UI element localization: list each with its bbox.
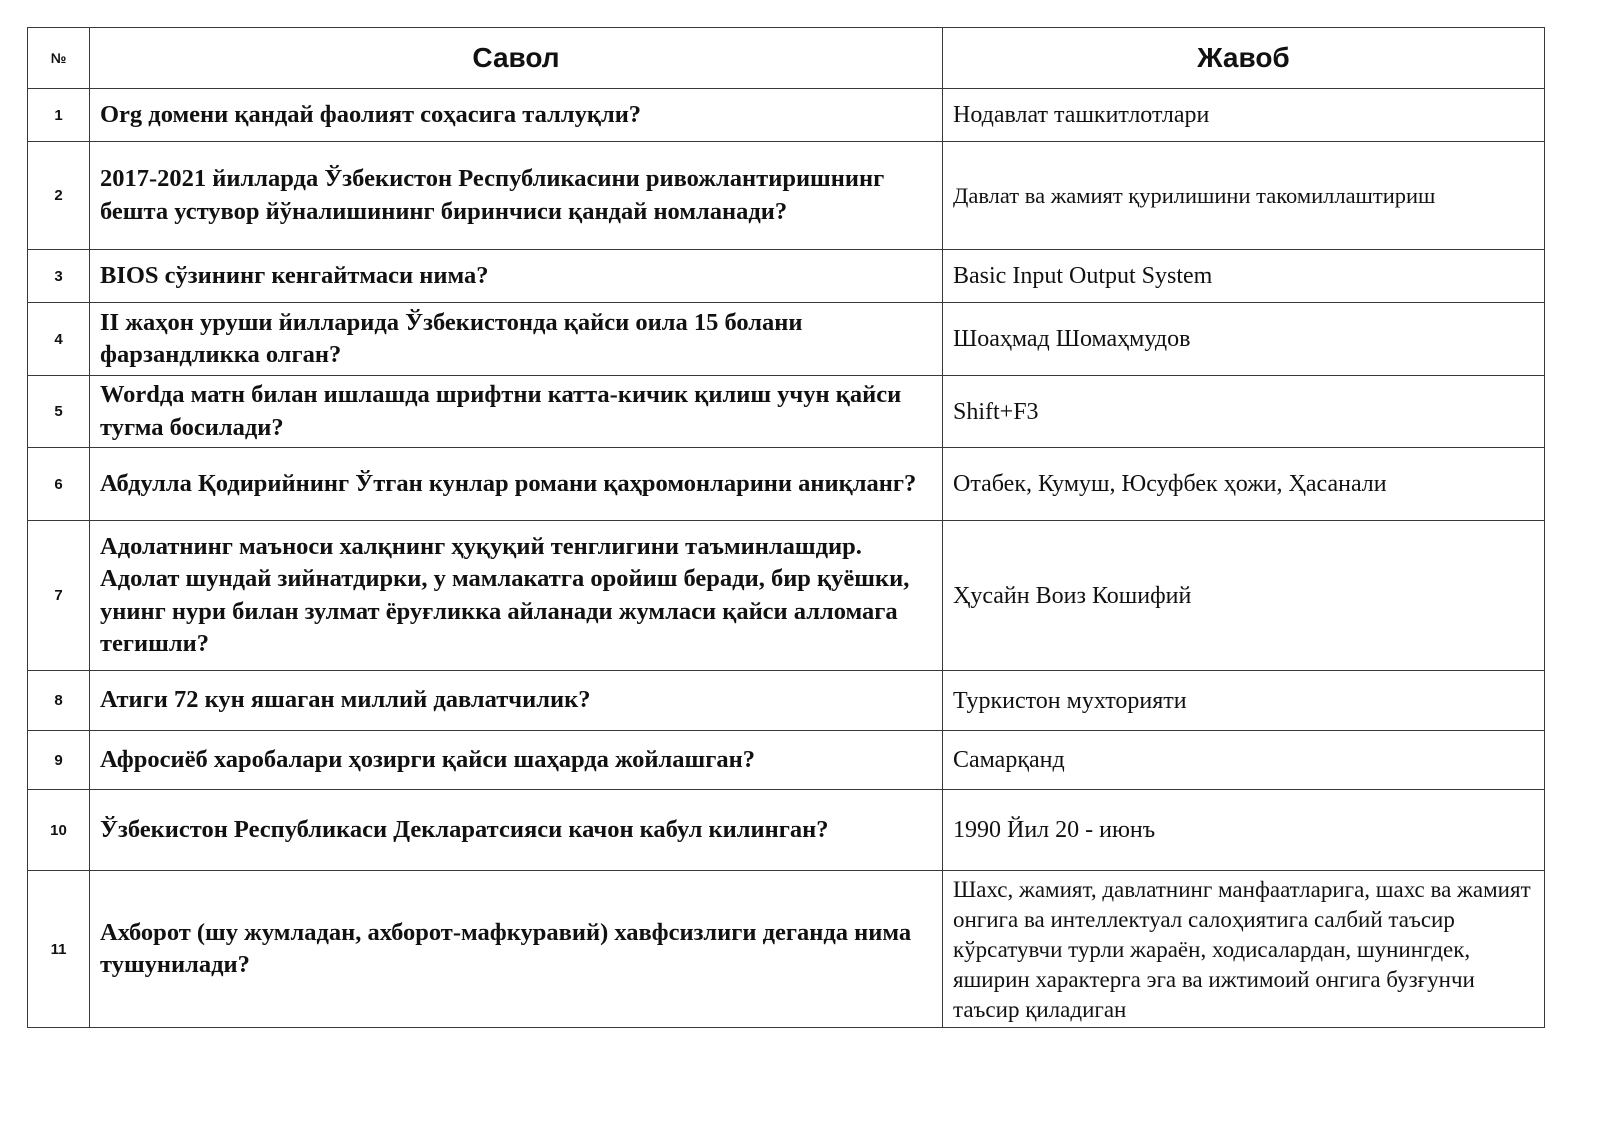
answer-cell: Туркистон мухторияти	[943, 671, 1545, 731]
table-row	[28, 376, 1545, 448]
row-number: 8	[28, 671, 90, 731]
question-cell: Атиги 72 кун яшаган миллий давлатчилик?	[90, 671, 943, 731]
table-row	[28, 790, 1545, 871]
answer-cell: 1990 Йил 20 - июнъ	[943, 790, 1545, 871]
row-number: 9	[28, 731, 90, 790]
answer-cell: Отабек, Кумуш, Юсуфбек ҳожи, Ҳасанали	[943, 448, 1545, 521]
row-number: 11	[28, 871, 90, 1028]
answer-cell: Самарқанд	[943, 731, 1545, 790]
table-row	[28, 250, 1545, 303]
question-cell: Wordда матн билан ишлашда шрифтни катта-кичик қилиш учун қайси тугма босилади?	[90, 376, 943, 448]
row-number: 1	[28, 89, 90, 142]
row-number: 7	[28, 521, 90, 671]
qa-table	[27, 27, 1545, 1028]
answer-text: Шахс, жамият, давлатнинг манфаатларига, шахс ва жамият онгига ва интеллектуал салоҳиятига салбий таъсир кўрсатувчи турли жараён, ходисалардан, шунингдек, яширин характерга эга ва ижтимоий онгига бузғунчи таъсир қиладиган	[953, 877, 1531, 1022]
question-cell: Афросиёб харобалари ҳозирги қайси шаҳарда жойлашган?	[90, 731, 943, 790]
row-number: 6	[28, 448, 90, 521]
answer-cell	[943, 871, 1545, 1028]
question-cell: Ахборот (шу жумладан, ахборот-мафкуравий) хавфсизлиги деганда нима тушунилади?	[90, 871, 943, 1028]
answer-cell: Ҳусайн Воиз Кошифий	[943, 521, 1545, 671]
table-row	[28, 142, 1545, 250]
question-cell: Адолатнинг маъноси халқнинг ҳуқуқий тенглигини таъминлашдир. Адолат шундай зийнатдирки, у мамлакатга оройиш беради, бир қуёшки, унинг нури билан зулмат ёруғликка айланади жумласи қайси алломага тегишли?	[90, 521, 943, 671]
answer-cell: Давлат ва жамият қурилишини такомиллаштириш	[943, 142, 1545, 250]
row-number: 3	[28, 250, 90, 303]
table-row	[28, 671, 1545, 731]
table-row	[28, 448, 1545, 521]
header-answer: Жавоб	[943, 28, 1545, 89]
header-number: №	[28, 28, 90, 89]
answer-cell: Shift+F3	[943, 376, 1545, 448]
answer-cell: Нодавлат ташкитлотлари	[943, 89, 1545, 142]
row-number: 10	[28, 790, 90, 871]
question-cell: Абдулла Қодирийнинг Ўтган кунлар романи қаҳромонларини аниқланг?	[90, 448, 943, 521]
question-cell: Org домени қандай фаолият соҳасига таллуқли?	[90, 89, 943, 142]
header-question: Савол	[90, 28, 943, 89]
row-number: 5	[28, 376, 90, 448]
row-number: 2	[28, 142, 90, 250]
answer-cell: Шоаҳмад Шомаҳмудов	[943, 303, 1545, 376]
question-cell: Ўзбекистон Республикаси Декларатсияси качон кабул килинган?	[90, 790, 943, 871]
table-row	[28, 871, 1545, 1028]
table-row	[28, 731, 1545, 790]
question-cell: BIOS сўзининг кенгайтмаси нима?	[90, 250, 943, 303]
question-cell: 2017-2021 йилларда Ўзбекистон Республикасини ривожлантиришнинг бешта устувор йўналишининг биринчиси қандай номланади?	[90, 142, 943, 250]
question-cell: II жаҳон уруши йилларида Ўзбекистонда қайси оила 15 болани фарзандликка олган?	[90, 303, 943, 376]
answer-cell: Basic Input Output System	[943, 250, 1545, 303]
table-row	[28, 303, 1545, 376]
table-row	[28, 89, 1545, 142]
table-row	[28, 521, 1545, 671]
row-number: 4	[28, 303, 90, 376]
header-row	[28, 28, 1545, 89]
